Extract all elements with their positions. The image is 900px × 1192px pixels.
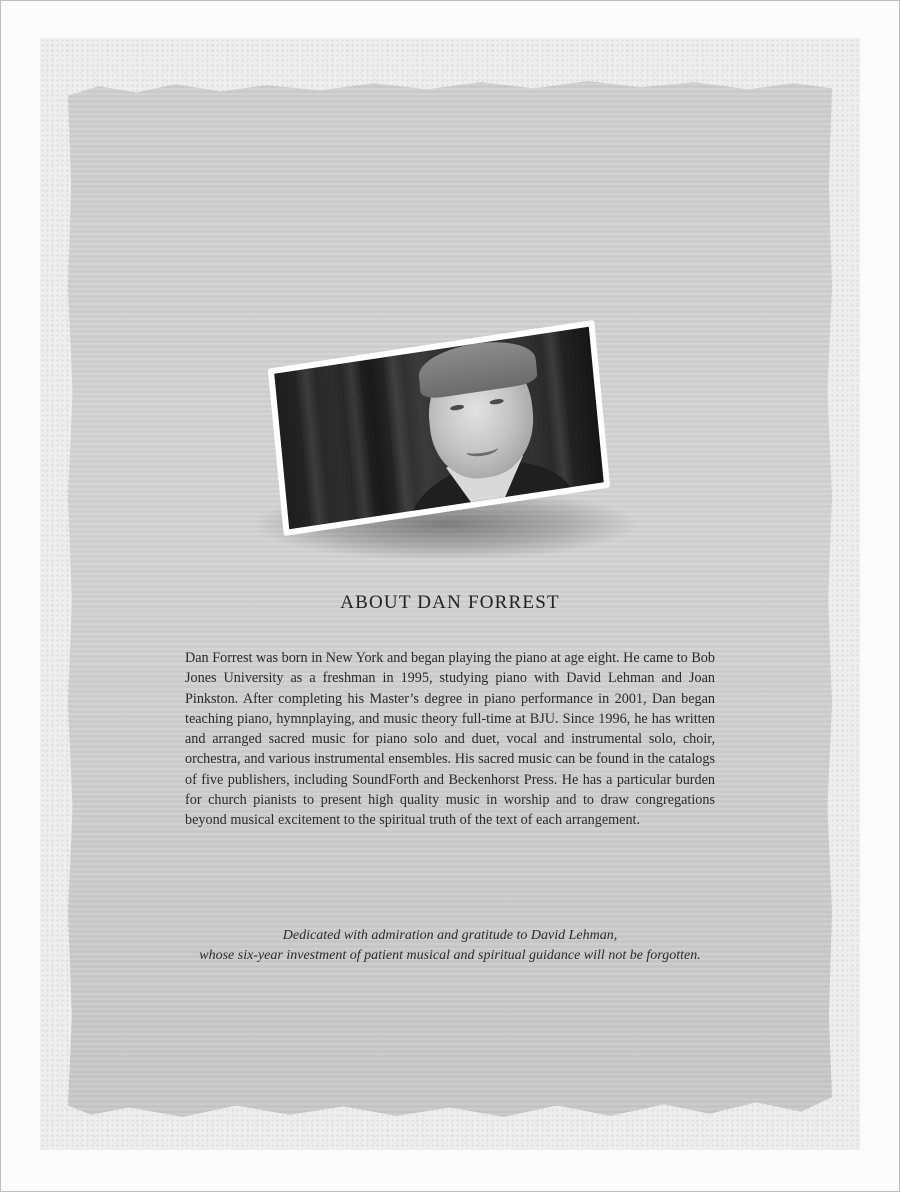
curtain-fold bbox=[342, 361, 375, 519]
section-heading: ABOUT DAN FORREST bbox=[340, 592, 560, 613]
curtain-fold bbox=[383, 355, 416, 513]
dedication bbox=[0, 926, 900, 966]
biography-paragraph: Dan Forrest was born in New York and began playing the piano at age eight. He came to Bob Jones University as a freshman in 1995, studying piano with David Lehman and Joan Pinkston. After completing his Master’s degree in piano performance in 2001, Dan began teaching piano, hymnplaying, and music theory full-time at BJU. Since 1996, he has written and arranged sacred music for piano solo and duet, vocal and instrumental solo, choir, orchestra, and various instrumental ensembles. His sacred music can be found in the catalogs of five publishers, including SoundForth and Beckenhorst Press. He has a particular burden for church pianists to present high quality music in worship and to draw congregations beyond musical excitement to the spiritual truth of the text of each arrangement. bbox=[185, 650, 715, 829]
dedication-line-2: whose six-year investment of patient musical and spiritual guidance will not be forgotten. bbox=[199, 948, 701, 963]
curtain-fold bbox=[541, 331, 574, 489]
dedication-line-1: Dedicated with admiration and gratitude to David Lehman, bbox=[282, 928, 618, 943]
curtain-fold bbox=[296, 368, 329, 526]
